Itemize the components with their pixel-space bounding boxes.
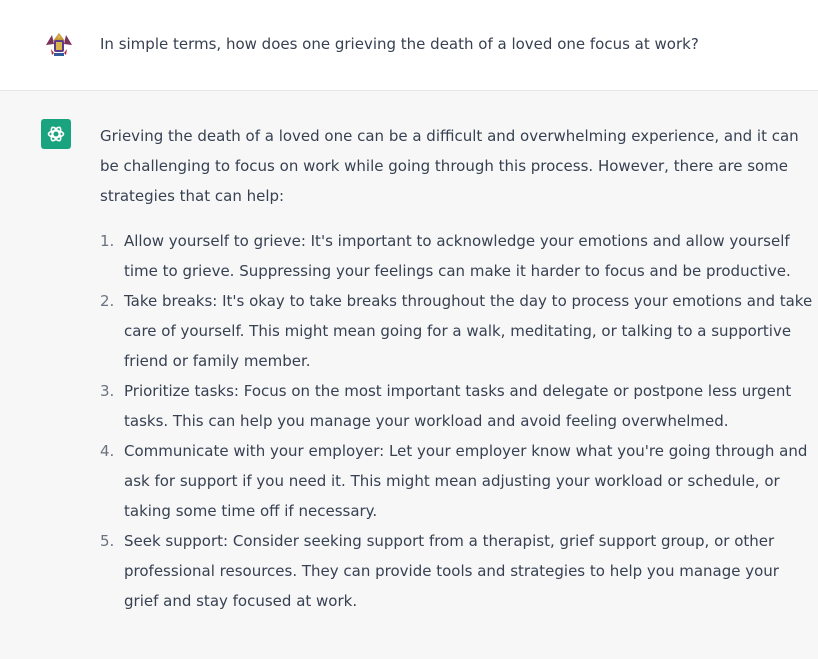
list-item-number: 5. bbox=[100, 532, 115, 550]
list-item-number: 2. bbox=[100, 292, 115, 310]
list-item-number: 1. bbox=[100, 232, 115, 250]
list-item-text: Communicate with your employer: Let your employer know what you're going through and ask for support if you need it. This might mean adjusting your workload or schedule, or taking some time off if necessary. bbox=[124, 442, 808, 520]
assistant-message-content bbox=[100, 121, 818, 616]
assistant-intro-text: Grieving the death of a loved one can be a difficult and overwhelming experience, and it can be challenging to focus on work while going through this process. However, there are some strategies that can help: bbox=[100, 127, 799, 205]
list-item-text: Prioritize tasks: Focus on the most important tasks and delegate or postpone less urgent tasks. This can help you manage your workload and avoid feeling overwhelmed. bbox=[124, 382, 792, 430]
chatgpt-logo-icon bbox=[41, 119, 71, 149]
strategies-list bbox=[100, 226, 818, 616]
list-item bbox=[100, 526, 818, 616]
list-item bbox=[100, 226, 818, 286]
list-item bbox=[100, 436, 818, 526]
user-message-row bbox=[0, 0, 818, 91]
list-item-number: 3. bbox=[100, 382, 115, 400]
list-item bbox=[100, 376, 818, 436]
list-item bbox=[100, 286, 818, 376]
list-item-number: 4. bbox=[100, 442, 115, 460]
user-avatar-crest-icon bbox=[42, 27, 76, 61]
user-message-text: In simple terms, how does one grieving the death of a loved one focus at work? bbox=[100, 35, 699, 53]
list-item-text: Seek support: Consider seeking support from a therapist, grief support group, or other professional resources. They can provide tools and strategies to help you manage your grief and stay focused at work. bbox=[124, 532, 779, 610]
assistant-message-row bbox=[0, 91, 818, 659]
list-item-text: Take breaks: It's okay to take breaks throughout the day to process your emotions and take care of yourself. This might mean going for a walk, meditating, or talking to a supportive friend or family member. bbox=[124, 292, 813, 370]
list-item-text: Allow yourself to grieve: It's important to acknowledge your emotions and allow yourself time to grieve. Suppressing your feelings can make it harder to focus and be productive. bbox=[124, 232, 791, 280]
